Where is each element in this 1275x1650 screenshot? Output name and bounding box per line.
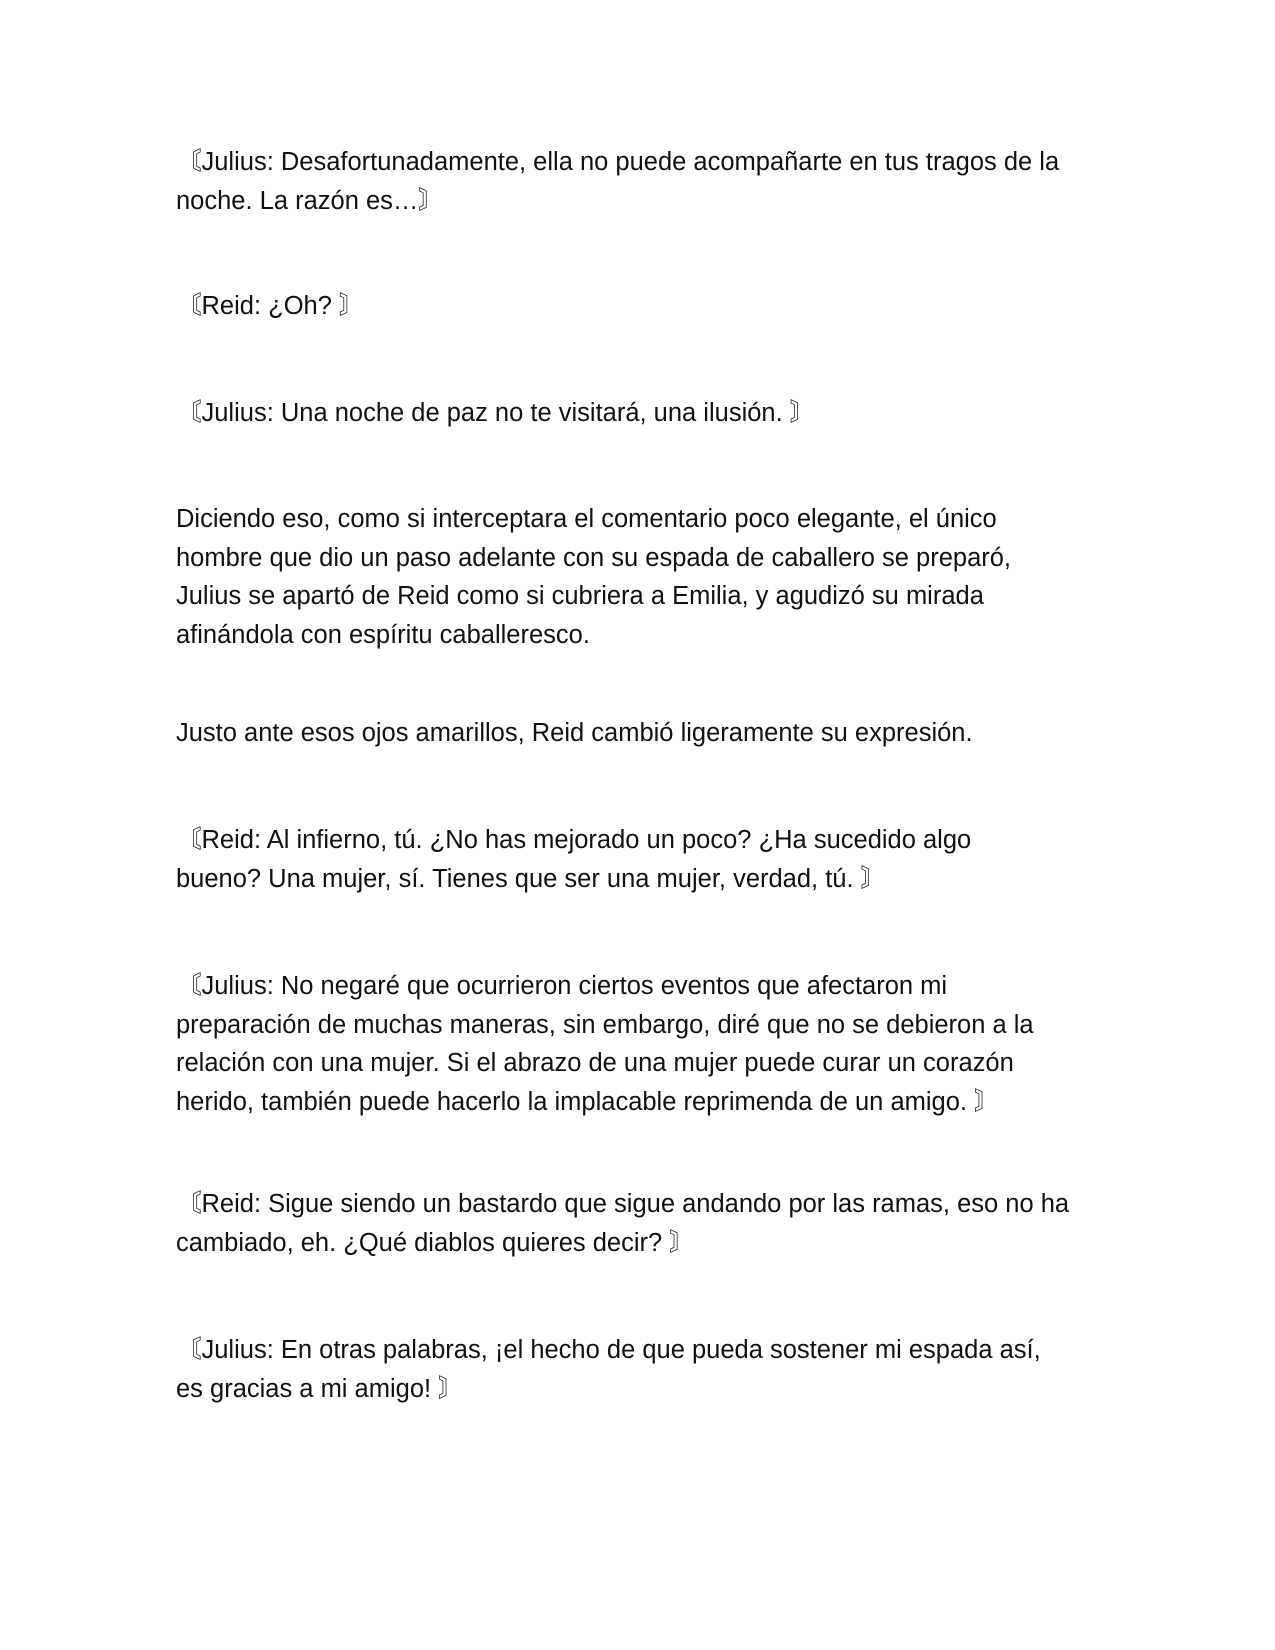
dialogue-reid-2: 〘Reid: Al infierno, tú. ¿No has mejorado un poco? ¿Ha sucedido algo bueno? Una mujer, sí. Tienes que ser una mujer, verdad, tú. 〙 <box>176 826 972 893</box>
dialogue-reid-1: 〘Reid: ¿Oh? 〙 <box>176 292 365 320</box>
dialogue-reid-3: 〘Reid: Sigue siendo un bastardo que sigue andando por las ramas, eso no ha cambiado, eh. ¿Qué diablos quieres decir? 〙 <box>176 1190 1070 1257</box>
dialogue-julius-1: 〘Julius: Desafortunadamente, ella no puede acompañarte en tus tragos de la noche. La razón es…〙 <box>176 148 1060 215</box>
narrative-paragraph-1: Diciendo eso, como si interceptara el comentario poco elegante, el único hombre que dio un paso adelante con su espada de caballero se preparó, Julius se apartó de Reid como si cubriera a Emilia, y agudizó su mirada afinándola con espíritu caballeresco. <box>176 505 1012 649</box>
dialogue-julius-3: 〘Julius: No negaré que ocurrieron ciertos eventos que afectaron mi preparación de muchas maneras, sin embargo, diré que no se debieron a la relación con una mujer. Si el abrazo de una mujer puede curar un corazón herido, también puede hacerlo la implacable reprimenda de un amigo. 〙 <box>176 972 1034 1116</box>
dialogue-julius-2: 〘Julius: Una noche de paz no te visitará, una ilusión. 〙 <box>176 399 816 427</box>
dialogue-julius-4: 〘Julius: En otras palabras, ¡el hecho de que pueda sostener mi espada así, es gracias a mi amigo! 〙 <box>176 1336 1041 1403</box>
narrative-paragraph-2: Justo ante esos ojos amarillos, Reid cambió ligeramente su expresión. <box>176 719 973 747</box>
